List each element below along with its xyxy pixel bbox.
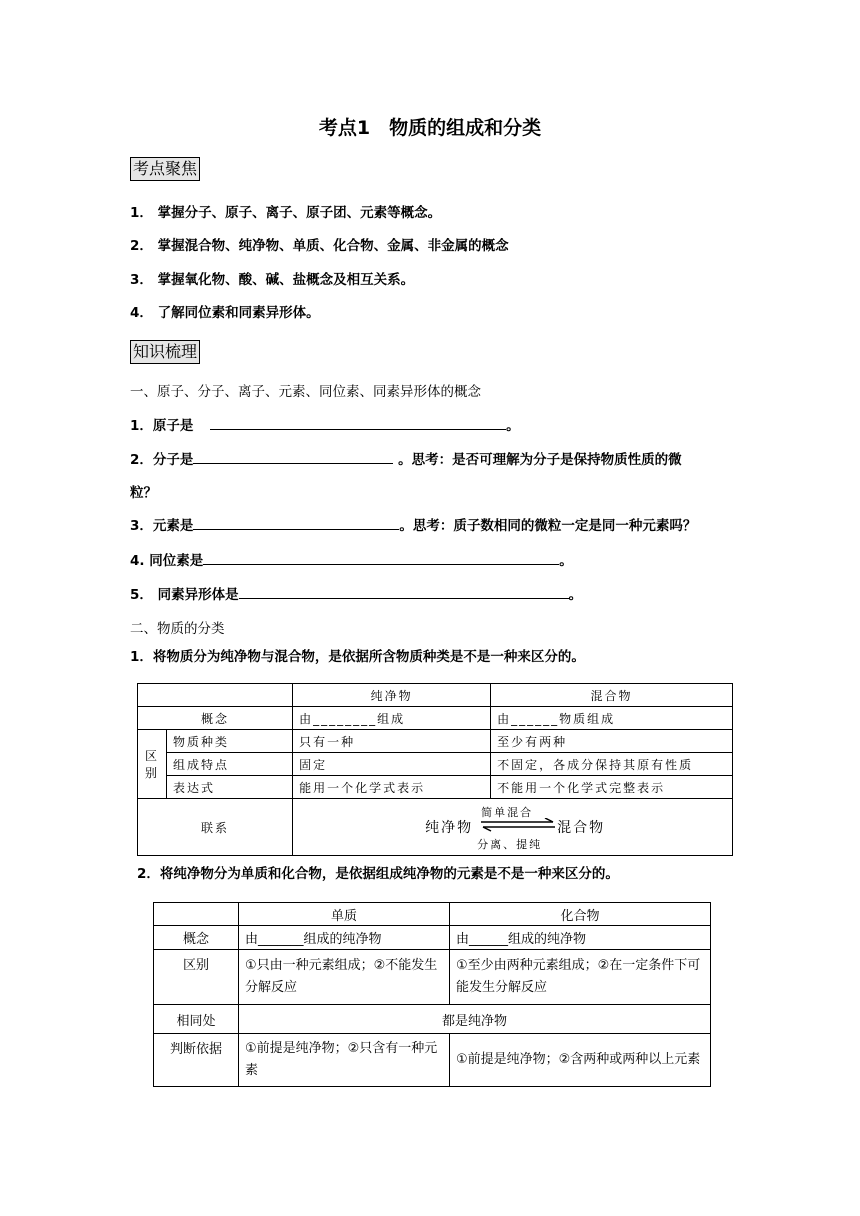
table-cell: 概念 xyxy=(154,926,239,950)
question-element-suffix: 。思考：质子数相同的微粒一定是同一种元素吗？ xyxy=(399,518,697,534)
answer-blank[interactable] xyxy=(193,449,393,464)
table-row xyxy=(154,1034,711,1087)
table-cell: 不能用一个化学式完整表示 xyxy=(491,776,733,799)
table-cell: 表达式 xyxy=(167,776,293,799)
table-cell: 概念 xyxy=(138,707,293,730)
table-cell: 由________组成 xyxy=(293,707,491,730)
table-cell: 至少有两种 xyxy=(491,730,733,753)
table-cell: 只有一种 xyxy=(293,730,491,753)
table-row xyxy=(154,926,711,950)
question-allotrope xyxy=(130,583,582,603)
relation-diagram xyxy=(293,799,732,855)
table-cell xyxy=(138,684,293,707)
focus-item-4: 4． 了解同位素和同素异形体。 xyxy=(130,305,320,321)
subheading-concepts: 一、原子、分子、离子、元素、同位素、同素异形体的概念 xyxy=(130,384,481,400)
relation-cell xyxy=(293,799,733,856)
table-cell: 联系 xyxy=(138,799,293,856)
question-allotrope-prefix: 5． 同素异形体是 xyxy=(130,587,239,603)
answer-blank[interactable] xyxy=(239,584,569,599)
table-cell: 区别 xyxy=(154,950,239,1005)
answer-blank[interactable] xyxy=(210,415,506,430)
table-cell: ①前提是纯净物；②只含有一种元素 xyxy=(239,1034,450,1087)
section-heading-knowledge: 知识梳理 xyxy=(130,340,200,364)
table-row xyxy=(138,684,733,707)
table-element-vs-compound xyxy=(153,902,711,1087)
paragraph-2: 2．将纯净物分为单质和化合物，是依据组成纯净物的元素是不是一种来区分的。 xyxy=(137,866,619,882)
paragraph-1: 1．将物质分为纯净物与混合物，是依据所含物质种类是不是一种来区分的。 xyxy=(130,649,585,665)
question-molecule-suffix: 。思考：是否可理解为分子是保持物质性质的微 xyxy=(398,452,682,468)
table-row xyxy=(154,1005,711,1034)
question-atom-suffix: 。 xyxy=(506,418,520,434)
question-isotope xyxy=(130,549,573,569)
table-header: 混合物 xyxy=(491,684,733,707)
question-allotrope-suffix: 。 xyxy=(568,587,583,603)
relation-bottom: 分离、提纯 xyxy=(477,838,543,851)
focus-item-3: 3． 掌握氧化物、酸、碱、盐概念及相互关系。 xyxy=(130,272,415,288)
table-row xyxy=(138,799,733,856)
page-title: 考点1 物质的组成和分类 xyxy=(318,117,542,139)
table-cell: ①前提是纯净物；②含两种或两种以上元素 xyxy=(450,1034,711,1087)
relation-right: 混合物 xyxy=(557,820,606,836)
table-cell: ①只由一种元素组成；②不能发生分解反应 xyxy=(239,950,450,1005)
table-row xyxy=(154,903,711,926)
relation-top: 简单混合 xyxy=(481,806,534,819)
table-row xyxy=(154,950,711,1005)
table-cell: ①至少由两种元素组成；②在一定条件下可能发生分解反应 xyxy=(450,950,711,1005)
question-atom-prefix: 1．原子是 xyxy=(130,418,194,434)
table-cell: 能用一个化学式表示 xyxy=(293,776,491,799)
relation-left: 纯净物 xyxy=(425,820,474,836)
table-cell: 不固定，各成分保持其原有性质 xyxy=(491,753,733,776)
table-header: 纯净物 xyxy=(293,684,491,707)
question-molecule-cont: 粒？ xyxy=(130,485,157,501)
table-row xyxy=(138,753,733,776)
table-cell: 都是纯净物 xyxy=(239,1005,711,1034)
focus-item-1: 1． 掌握分子、原子、离子、原子团、元素等概念。 xyxy=(130,205,442,221)
table-cell: 物质种类 xyxy=(167,730,293,753)
question-isotope-suffix: 。 xyxy=(559,553,573,569)
equilibrium-arrow-icon xyxy=(479,818,557,832)
question-isotope-prefix: 4. 同位素是 xyxy=(130,553,204,569)
question-molecule xyxy=(130,448,682,468)
table-cell: 组成特点 xyxy=(167,753,293,776)
table-row xyxy=(138,730,733,753)
question-atom xyxy=(130,414,520,434)
table-cell: 由_______组成的纯净物 xyxy=(239,926,450,950)
table-pure-vs-mixture xyxy=(137,683,733,856)
table-cell: 由______物质组成 xyxy=(491,707,733,730)
table-cell: 区别 xyxy=(138,730,167,799)
table-cell: 相同处 xyxy=(154,1005,239,1034)
table-header: 单质 xyxy=(239,903,450,926)
question-element xyxy=(130,514,696,534)
answer-blank[interactable] xyxy=(193,515,399,530)
section-heading-focus: 考点聚焦 xyxy=(130,157,200,181)
table-cell xyxy=(154,903,239,926)
table-cell: 固定 xyxy=(293,753,491,776)
table-cell: 由______组成的纯净物 xyxy=(450,926,711,950)
table-header: 化合物 xyxy=(450,903,711,926)
table-cell: 判断依据 xyxy=(154,1034,239,1087)
answer-blank[interactable] xyxy=(203,550,559,565)
question-molecule-prefix: 2．分子是 xyxy=(130,452,194,468)
subheading-classification: 二、物质的分类 xyxy=(130,621,225,637)
table-row xyxy=(138,707,733,730)
table-row xyxy=(138,776,733,799)
question-element-prefix: 3．元素是 xyxy=(130,518,194,534)
focus-item-2: 2． 掌握混合物、纯净物、单质、化合物、金属、非金属的概念 xyxy=(130,238,509,254)
